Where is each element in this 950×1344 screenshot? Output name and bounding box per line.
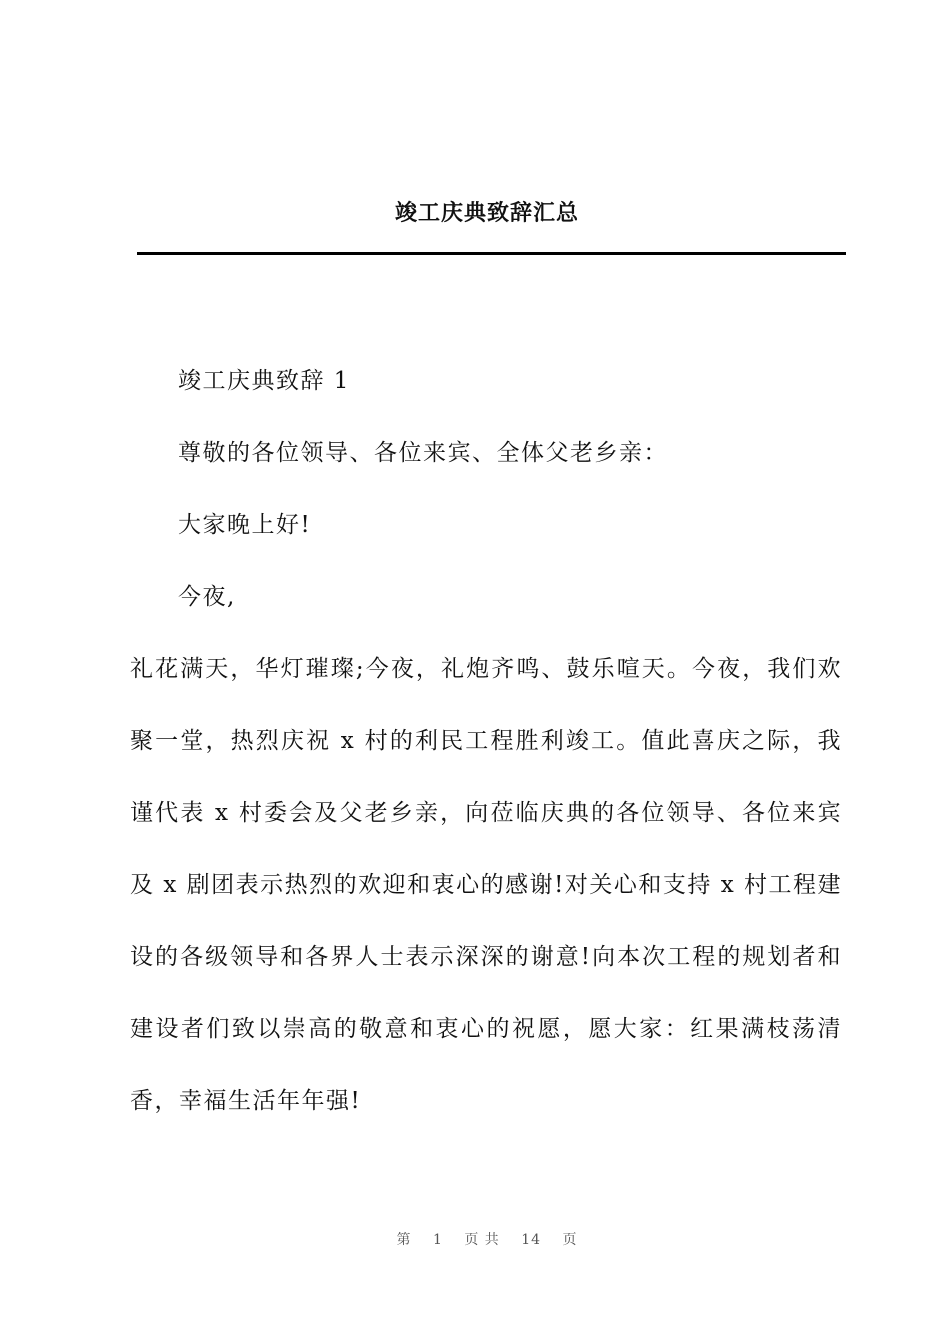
footer-total-pages: 14 <box>521 1232 542 1248</box>
paragraph-body: 礼花满天，华灯璀璨;今夜，礼炮齐鸣、鼓乐喧天。今夜，我们欢聚一堂，热烈庆祝 x 村的利民工程胜利竣工。值此喜庆之际，我谨代表 x 村委会及父老乡亲，向莅临庆典的各位领导、各位来宾及 x 剧团表示热烈的欢迎和衷心的感谢!对关心和支持 x 村工程建设的各级领导和各界人士表示深深的谢意!向本次工程的规划者和建设者们致以崇高的敬意和衷心的祝愿，愿大家：红果满枝荡清香，幸福生活年年强! <box>130 656 842 1114</box>
title-underline <box>137 252 846 255</box>
section-heading: 竣工庆典致辞 1 <box>178 368 350 394</box>
footer-page-number: 1 <box>432 1232 443 1248</box>
greeting: 大家晚上好! <box>178 512 312 538</box>
footer-prefix: 第 <box>396 1232 412 1248</box>
salutation: 尊敬的各位领导、各位来宾、全体父老乡亲： <box>178 440 668 466</box>
document-title: 竣工庆典致辞汇总 <box>394 201 579 226</box>
footer-mid: 页 共 <box>464 1232 500 1248</box>
footer-suffix: 页 <box>562 1232 578 1248</box>
paragraph-opening: 今夜, <box>178 584 236 610</box>
document-body <box>130 345 842 1137</box>
page-footer <box>0 1229 950 1249</box>
